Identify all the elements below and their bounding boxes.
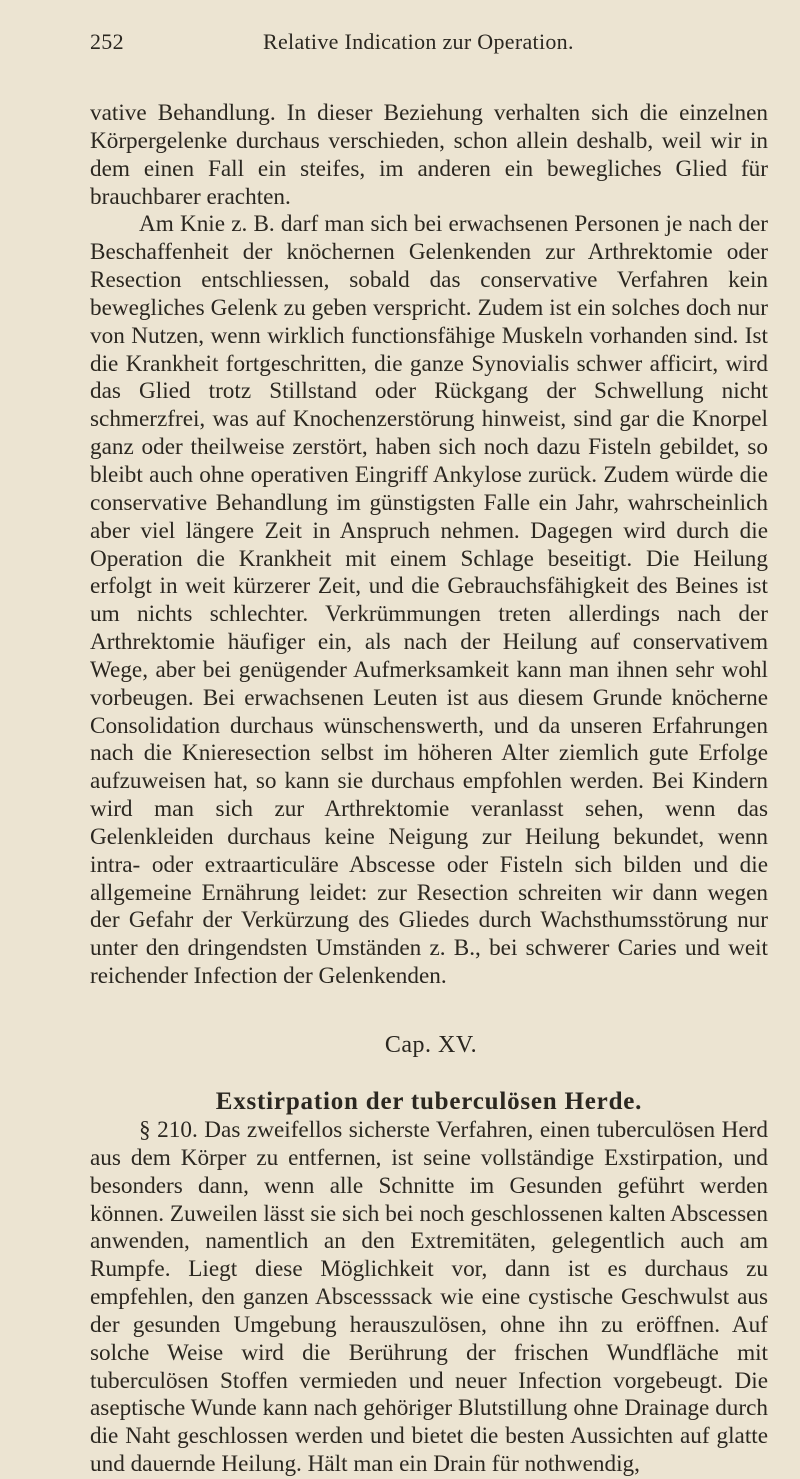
chapter-title: Exstirpation der tuberculösen Herde. bbox=[215, 1088, 643, 1115]
page-number: 252 bbox=[90, 29, 124, 54]
chapter-label: Cap. XV. bbox=[384, 1032, 478, 1058]
body-paragraph: vative Behandlung. In dieser Beziehung verhalten sich die einzelnen Körpergelenke durchaus verschieden, schon allein deshalb, weil wir in dem einen Fall ein steifes, im anderen ein bewegliches Glied für brauchbarer erachten. bbox=[90, 100, 768, 210]
section-paragraph: § 210. Das zweifellos sicherste Verfahren, einen tuberculösen Herd aus dem Körper zu entfernen, ist seine vollständige Exstirpation, und besonders dann, wenn alle Schnitte im Gesunden geführt werden können. Zuweilen lässt sie sich bei noch geschlossenen kalten Abscessen anwenden, namentlich an den Extremitäten, gelegentlich auch am Rumpfe. Liegt diese Möglichkeit vor, dann ist es durchaus zu empfehlen, den ganzen Abscesssack wie eine cystische Geschwulst aus der gesunden Umgebung herauszulösen, ohne ihn zu eröffnen. Auf solche Weise wird die Berührung der frischen Wundfläche mit tuberculösen Stoffen vermieden und neuer Infection vorgebeugt. Die aseptische Wunde kann nach gehöriger Blutstillung ohne Drainage durch die Naht geschlossen werden und bietet die besten Aussichten auf glatte und dauernde Heilung. Hält man ein Drain für nothwendig, bbox=[90, 1117, 768, 1478]
running-title: Relative Indication zur Operation. bbox=[263, 29, 574, 54]
page-header bbox=[90, 28, 768, 56]
body-paragraph: Am Knie z. B. darf man sich bei erwachsenen Personen je nach der Beschaffenheit der knöchernen Gelenkenden zur Arthrektomie oder Resection entschliessen, sobald das conservative Verfahren kein bewegliches Gelenk zu geben verspricht. Zudem ist ein solches doch nur von Nutzen, wenn wirklich functionsfähige Muskeln vorhanden sind. Ist die Krankheit fortgeschritten, die ganze Synovialis schwer afficirt, wird das Glied trotz Stillstand oder Rückgang der Schwellung nicht schmerzfrei, was auf Knochenzerstörung hinweist, sind gar die Knorpel ganz oder theilweise zerstört, haben sich noch dazu Fisteln gebildet, so bleibt auch ohne operativen Eingriff Ankylose zurück. Zudem würde die conservative Behandlung im günstigsten Falle ein Jahr, wahrscheinlich aber viel längere Zeit in Anspruch nehmen. Dagegen wird durch die Operation die Krankheit mit einem Schlage beseitigt. Die Heilung erfolgt in weit kürzerer Zeit, und die Gebrauchsfähigkeit des Beines ist um nichts schlechter. Verkrümmungen treten allerdings nach der Arthrektomie häufiger ein, als nach der Heilung auf conservativem Wege, aber bei genügender Aufmerksamkeit kann man ihnen sehr wohl vorbeugen. Bei erwachsenen Leuten ist aus diesem Grunde knöcherne Consolidation durchaus wünschenswerth, und da unseren Erfahrungen nach die Knieresection selbst im höheren Alter ziemlich gute Erfolge aufzuweisen hat, so kann sie durchaus empfohlen werden. Bei Kindern wird man sich zur Arthrektomie veranlasst sehen, wenn das Gelenkleiden durchaus keine Neigung zur Heilung bekundet, wenn intra- oder extraarticuläre Abscesse oder Fisteln sich bilden und die allgemeine Ernährung leidet: zur Resection schreiten wir dann wegen der Gefahr der Verkürzung des Gliedes durch Wachsthumsstörung nur unter den dringendsten Umständen z. B., bei schwerer Caries und weit reichender Infection der Gelenkenden. bbox=[90, 211, 768, 990]
page-body bbox=[90, 100, 768, 1479]
